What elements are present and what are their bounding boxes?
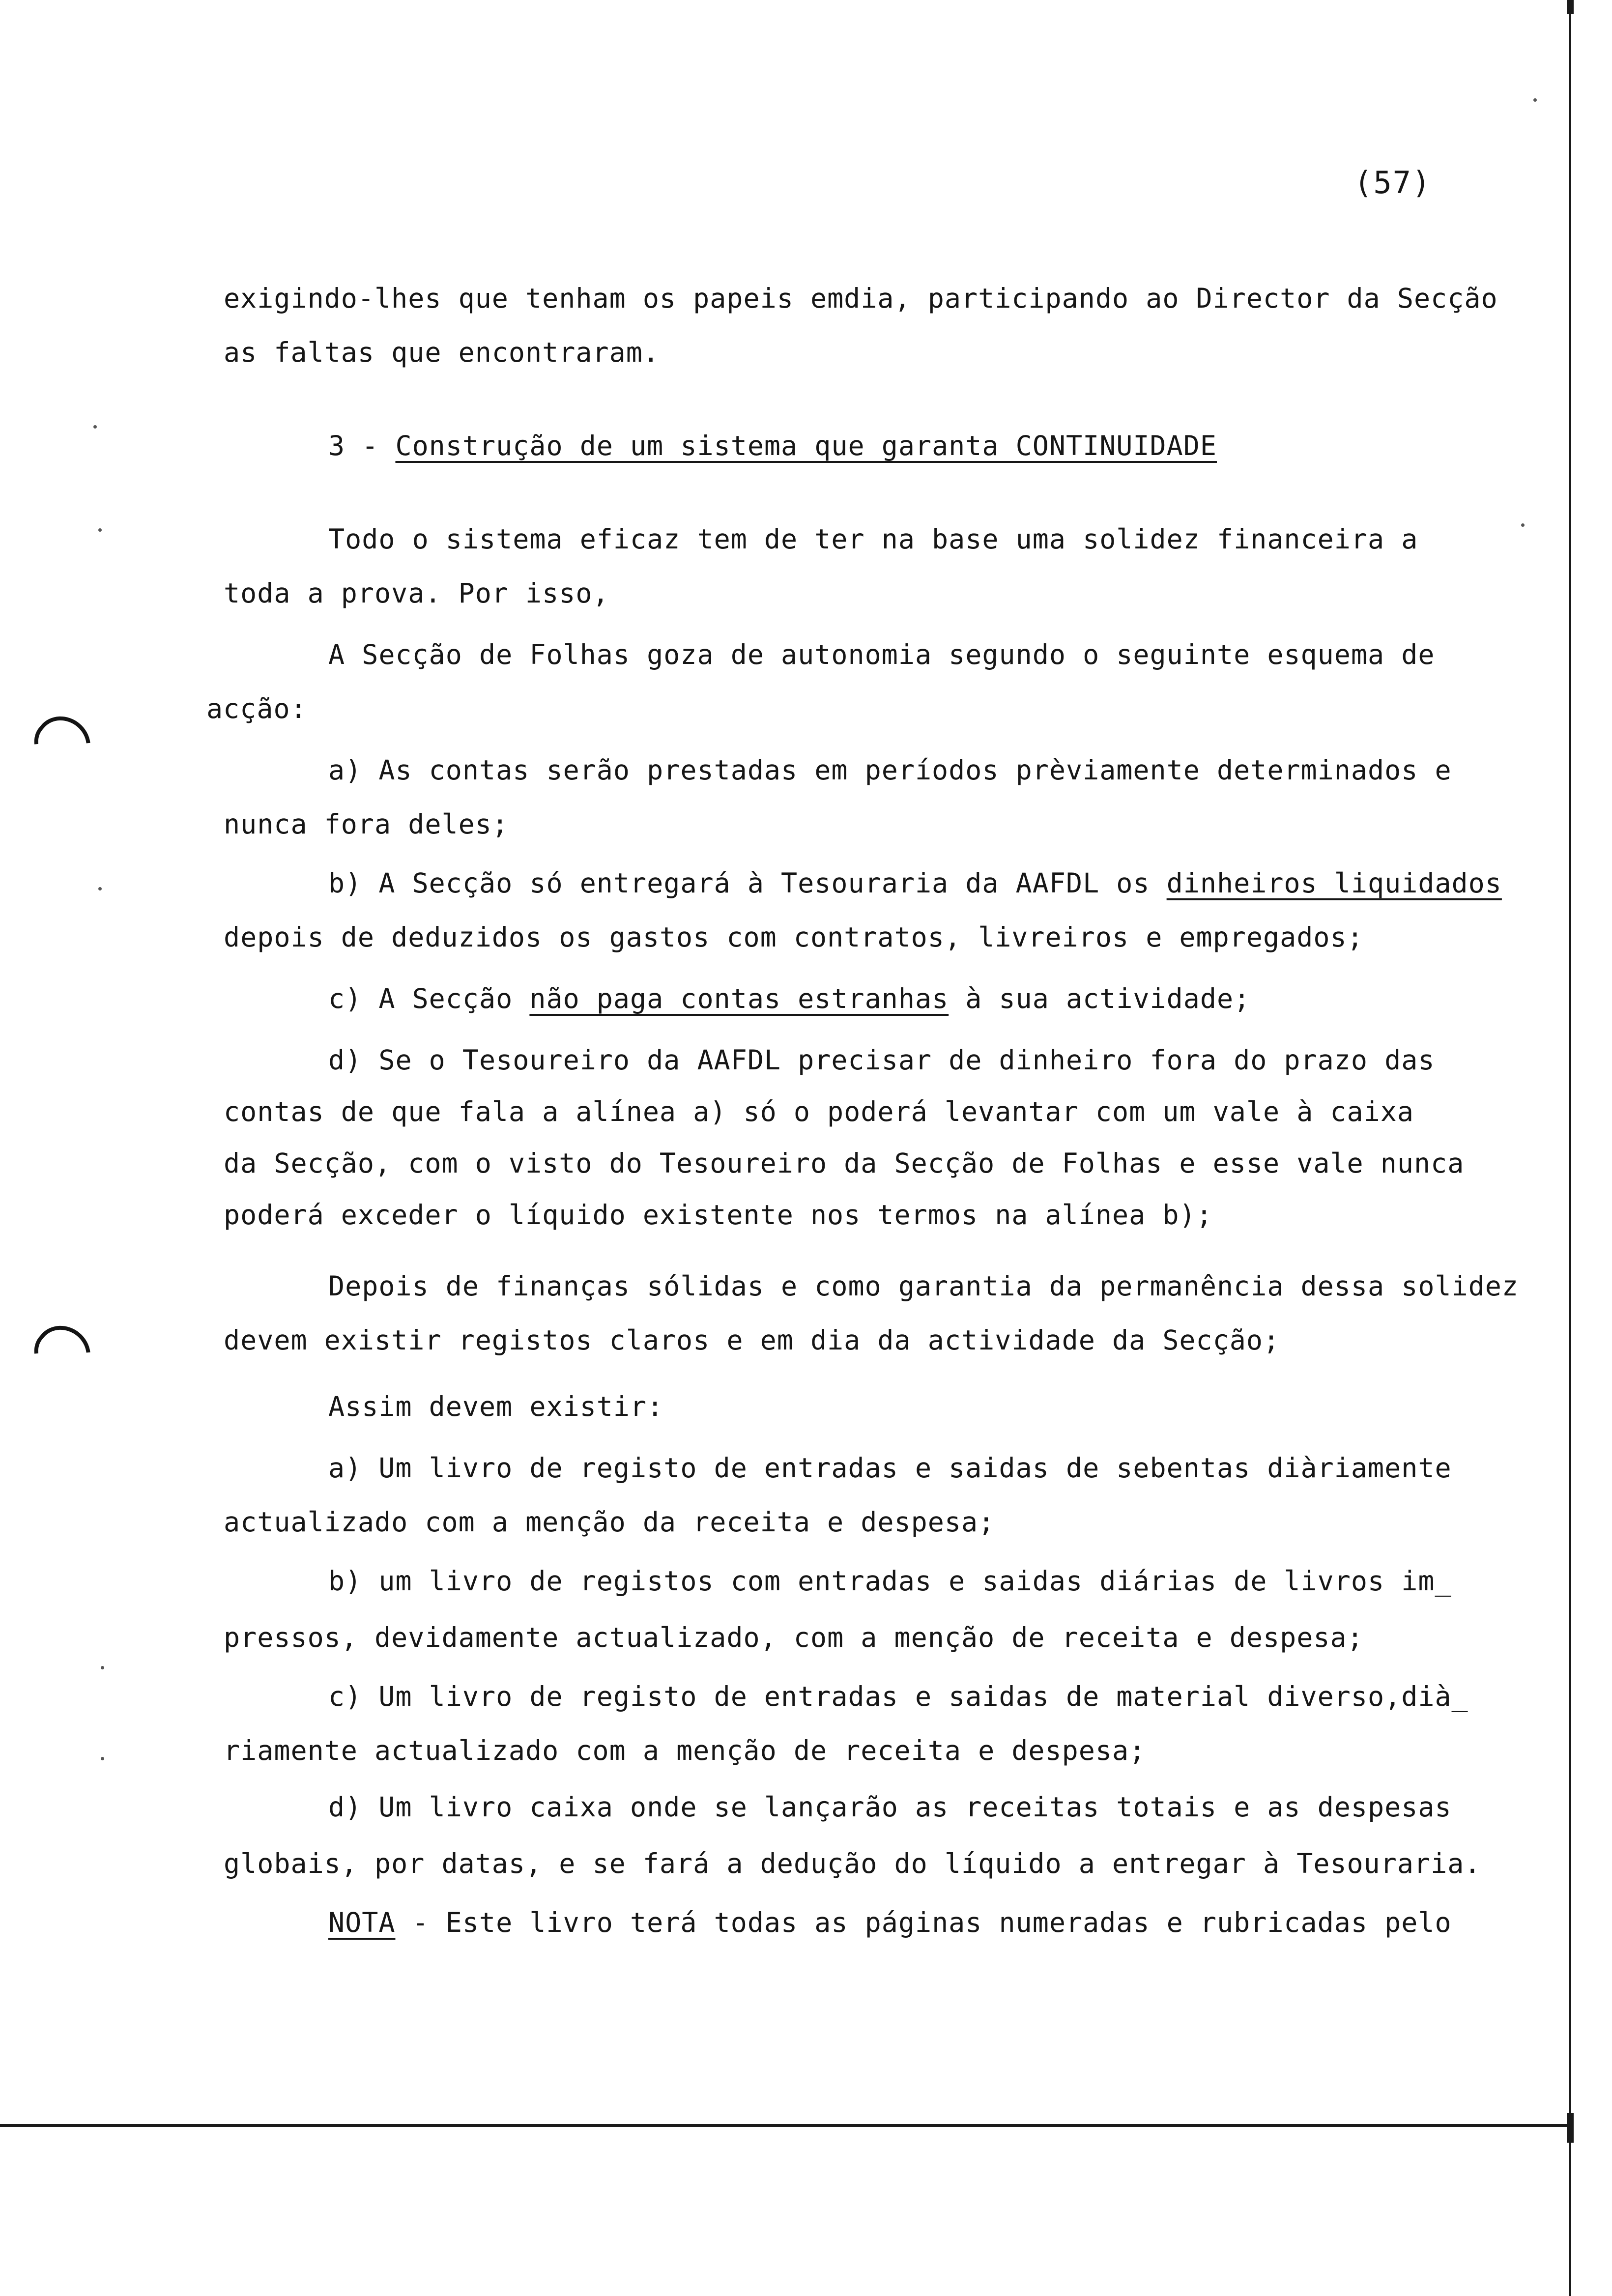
speck <box>101 1757 104 1760</box>
text-run: devem existir registos claros e em dia da actividade da Secção; <box>224 1324 1280 1356</box>
text-line <box>328 641 1435 668</box>
text-line <box>328 1565 1452 1597</box>
text-run: 3 - <box>328 430 396 461</box>
text-line <box>328 1044 1435 1076</box>
underlined-text: dinheiros liquidados <box>1166 867 1502 899</box>
text-run: Depois de finanças sólidas e como garantia da permanência dessa solidez <box>328 1270 1519 1302</box>
text-line <box>328 867 1502 899</box>
text-line <box>224 1624 1364 1651</box>
text-line <box>224 1324 1280 1356</box>
text-line <box>224 921 1364 953</box>
text-run: contas de que fala a alínea a) só o poderá levantar com um vale à caixa <box>224 1096 1414 1127</box>
text-run: actualizado com a menção da receita e despesa; <box>224 1506 995 1538</box>
page-number: (57) <box>1354 165 1432 201</box>
text-line <box>328 523 1418 555</box>
text-line <box>224 285 1498 312</box>
text-line <box>224 1150 1464 1177</box>
text-run: pressos, devidamente actualizado, com a menção de receita e despesa; <box>224 1622 1364 1653</box>
text-run: depois de deduzidos os gastos com contratos, livreiros e empregados; <box>224 921 1364 953</box>
speck <box>93 425 97 429</box>
margin-tick <box>1567 2113 1574 2143</box>
text-run: a) As contas serão prestadas em períodos prèviamente determinados e <box>328 754 1452 786</box>
margin-tick <box>1567 0 1574 14</box>
text-run: d) Se o Tesoureiro da AAFDL precisar de dinheiro fora do prazo das <box>328 1044 1435 1076</box>
binder-hole-mark <box>25 705 102 782</box>
text-line <box>224 1737 1146 1764</box>
text-line <box>328 985 1250 1012</box>
text-run: riamente actualizado com a menção de receita e despesa; <box>224 1735 1146 1766</box>
text-run: Todo o sistema eficaz tem de ter na base uma solidez financeira a <box>328 523 1418 555</box>
text-line <box>328 1452 1452 1484</box>
speck <box>98 528 102 532</box>
text-run: b) um livro de registos com entradas e saidas diárias de livros im_ <box>328 1565 1452 1597</box>
text-run: A Secção de Folhas goza de autonomia segundo o seguinte esquema de <box>328 639 1435 670</box>
text-run: as faltas que encontraram. <box>224 337 660 368</box>
binder-hole-mark <box>25 1315 102 1391</box>
text-run: exigindo-lhes que tenham os papeis emdia, participando ao Director da Secção <box>224 283 1498 314</box>
speck <box>1521 523 1525 527</box>
text-run: c) Um livro de registo de entradas e saidas de material diverso,dià_ <box>328 1681 1468 1712</box>
text-run: globais, por datas, e se fará a dedução do líquido a entregar à Tesouraria. <box>224 1848 1481 1879</box>
text-run: d) Um livro caixa onde se lançarão as receitas totais e as despesas <box>328 1791 1452 1823</box>
text-line <box>224 577 609 609</box>
text-line <box>224 1506 995 1538</box>
text-run: b) A Secção só entregará à Tesouraria da AAFDL os <box>328 867 1167 899</box>
text-run: - Este livro terá todas as páginas numeradas e rubricadas pelo <box>395 1907 1452 1938</box>
text-run: nunca fora deles; <box>224 808 509 840</box>
text-line <box>224 808 509 840</box>
text-line <box>328 432 1217 459</box>
text-run: toda a prova. Por isso, <box>224 577 609 609</box>
text-run: c) A Secção <box>328 983 530 1014</box>
text-line <box>206 695 307 722</box>
speck <box>101 1666 104 1669</box>
text-run: a) Um livro de registo de entradas e saidas de sebentas diàriamente <box>328 1452 1452 1484</box>
text-line <box>224 1098 1414 1125</box>
text-line <box>328 754 1452 786</box>
text-line <box>328 1683 1468 1710</box>
text-line <box>224 339 660 366</box>
text-line <box>328 1909 1452 1936</box>
text-run: poderá exceder o líquido existente nos termos na alínea b); <box>224 1199 1213 1231</box>
text-run: acção: <box>206 693 307 724</box>
text-run: da Secção, com o visto do Tesoureiro da Secção de Folhas e esse vale nunca <box>224 1148 1465 1179</box>
underlined-text: não paga contas estranhas <box>529 983 949 1014</box>
text-line <box>328 1270 1519 1302</box>
right-margin-rule <box>1569 0 1571 2296</box>
speck <box>1533 98 1537 102</box>
underlined-text: Construção de um sistema que garanta CONTINUIDADE <box>395 430 1217 461</box>
text-line <box>328 1393 663 1420</box>
text-line <box>328 1791 1452 1823</box>
speck <box>98 887 102 890</box>
bottom-rule <box>0 2124 1573 2127</box>
text-run: Assim devem existir: <box>328 1391 664 1422</box>
text-line <box>224 1199 1213 1231</box>
text-run: à sua actividade; <box>949 983 1251 1014</box>
text-line <box>224 1850 1481 1877</box>
underlined-text: NOTA <box>328 1907 396 1938</box>
